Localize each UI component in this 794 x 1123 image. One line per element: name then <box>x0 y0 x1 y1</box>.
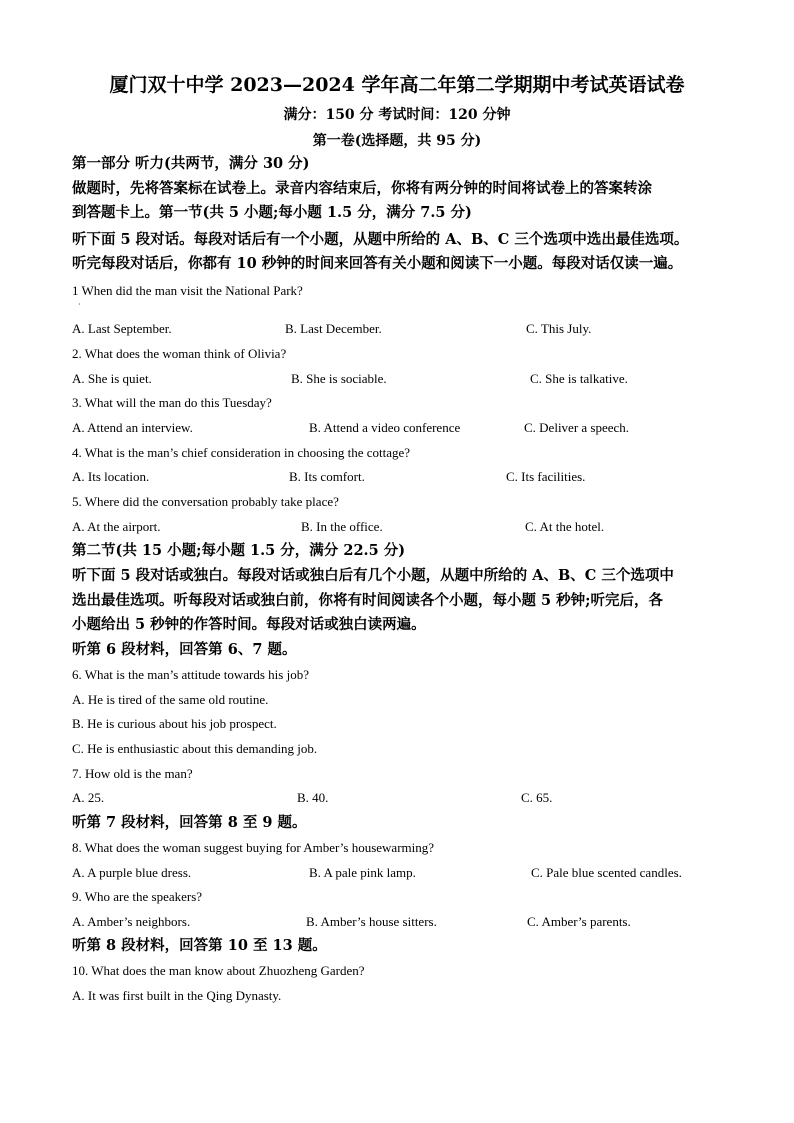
part1-instr-1: 听下面 5 段对话。每段对话后有一个小题，从题中所给的 A、B、C 三个选项中选出最佳选项。 <box>72 231 689 248</box>
q9-option-c: C. Amber’s parents. <box>527 914 631 929</box>
q5-option-b: B. In the office. <box>301 519 383 534</box>
part1-intro-2: 到答题卡上。第一节(共 5 小题;每小题 1.5 分，满分 7.5 分) <box>72 204 472 221</box>
q9-option-a: A. Amber’s neighbors. <box>72 914 191 929</box>
material7-heading: 听第 7 段材料，回答第 8 至 9 题。 <box>72 814 307 831</box>
question-4: 4. What is the man’s chief consideration in choosing the cottage? <box>72 445 411 460</box>
material8-heading: 听第 8 段材料，回答第 10 至 13 题。 <box>72 937 327 954</box>
q10-option-a: A. It was first built in the Qing Dynasty. <box>72 988 282 1003</box>
part1-instr-2: 听完每段对话后，你都有 10 秒钟的时间来回答有关小题和阅读下一小题。每段对话仅读一遍。 <box>72 255 683 272</box>
section2-instr-3: 小题给出 5 秒钟的作答时间。每段对话或独白读两遍。 <box>72 616 426 633</box>
q7-option-b: B. 40. <box>297 790 329 805</box>
section2-instr-1: 听下面 5 段对话或独白。每段对话或独白后有几个小题，从题中所给的 A、B、C 三个选项中 <box>72 567 674 584</box>
q4-option-b: B. Its comfort. <box>289 469 365 484</box>
section2-heading: 第二节(共 15 小题;每小题 1.5 分，满分 22.5 分) <box>72 542 406 559</box>
material6-heading: 听第 6 段材料，回答第 6、7 题。 <box>72 641 297 658</box>
question-10: 10. What does the man know about Zhuozheng Garden? <box>72 963 365 978</box>
question-6: 6. What is the man’s attitude towards his job? <box>72 667 309 682</box>
q8-option-b: B. A pale pink lamp. <box>309 865 416 880</box>
q8-option-c: C. Pale blue scented candles. <box>531 865 682 880</box>
section2-instr-2: 选出最佳选项。听每段对话或独白前，你将有时间阅读各个小题，每小题 5 秒钟;听完后，各 <box>72 592 664 609</box>
question-2: 2. What does the woman think of Olivia? <box>72 346 287 361</box>
question-1: 1 When did the man visit the National Park? <box>72 283 303 298</box>
q7-option-c: C. 65. <box>521 790 553 805</box>
stray-dot: · <box>78 300 81 309</box>
q1-option-b: B. Last December. <box>285 321 382 336</box>
q2-option-a: A. She is quiet. <box>72 371 152 386</box>
question-8: 8. What does the woman suggest buying for Amber’s housewarming? <box>72 840 435 855</box>
volume-title: 第一卷(选择题，共 95 分) <box>312 133 482 149</box>
q7-option-a: A. 25. <box>72 790 105 805</box>
q6-option-c: C. He is enthusiastic about this demanding job. <box>72 741 318 756</box>
q1-option-c: C. This July. <box>526 321 592 336</box>
q5-option-c: C. At the hotel. <box>525 519 605 534</box>
q4-option-c: C. Its facilities. <box>506 469 586 484</box>
question-5: 5. Where did the conversation probably take place? <box>72 494 339 509</box>
q2-option-c: C. She is talkative. <box>530 371 628 386</box>
q1-option-a: A. Last September. <box>72 321 172 336</box>
q3-option-b: B. Attend a video conference <box>309 420 461 435</box>
q6-option-b: B. He is curious about his job prospect. <box>72 716 277 731</box>
question-3: 3. What will the man do this Tuesday? <box>72 395 272 410</box>
q4-option-a: A. Its location. <box>72 469 150 484</box>
q3-option-c: C. Deliver a speech. <box>524 420 630 435</box>
q2-option-b: B. She is sociable. <box>291 371 387 386</box>
part1-intro-1: 做题时，先将答案标在试卷上。录音内容结束后，你将有两分钟的时间将试卷上的答案转涂 <box>72 180 652 197</box>
question-9: 9. Who are the speakers? <box>72 889 203 904</box>
exam-title: 厦门双十中学 2023—2024 学年高二年第二学期期中考试英语试卷 <box>109 74 685 96</box>
question-7: 7. How old is the man? <box>72 766 193 781</box>
q3-option-a: A. Attend an interview. <box>72 420 193 435</box>
q8-option-a: A. A purple blue dress. <box>72 865 192 880</box>
part1-heading: 第一部分 听力(共两节，满分 30 分) <box>72 155 310 172</box>
q6-option-a: A. He is tired of the same old routine. <box>72 692 269 707</box>
score-time: 满分：150 分 考试时间：120 分钟 <box>283 107 511 123</box>
q9-option-b: B. Amber’s house sitters. <box>306 914 437 929</box>
q5-option-a: A. At the airport. <box>72 519 161 534</box>
